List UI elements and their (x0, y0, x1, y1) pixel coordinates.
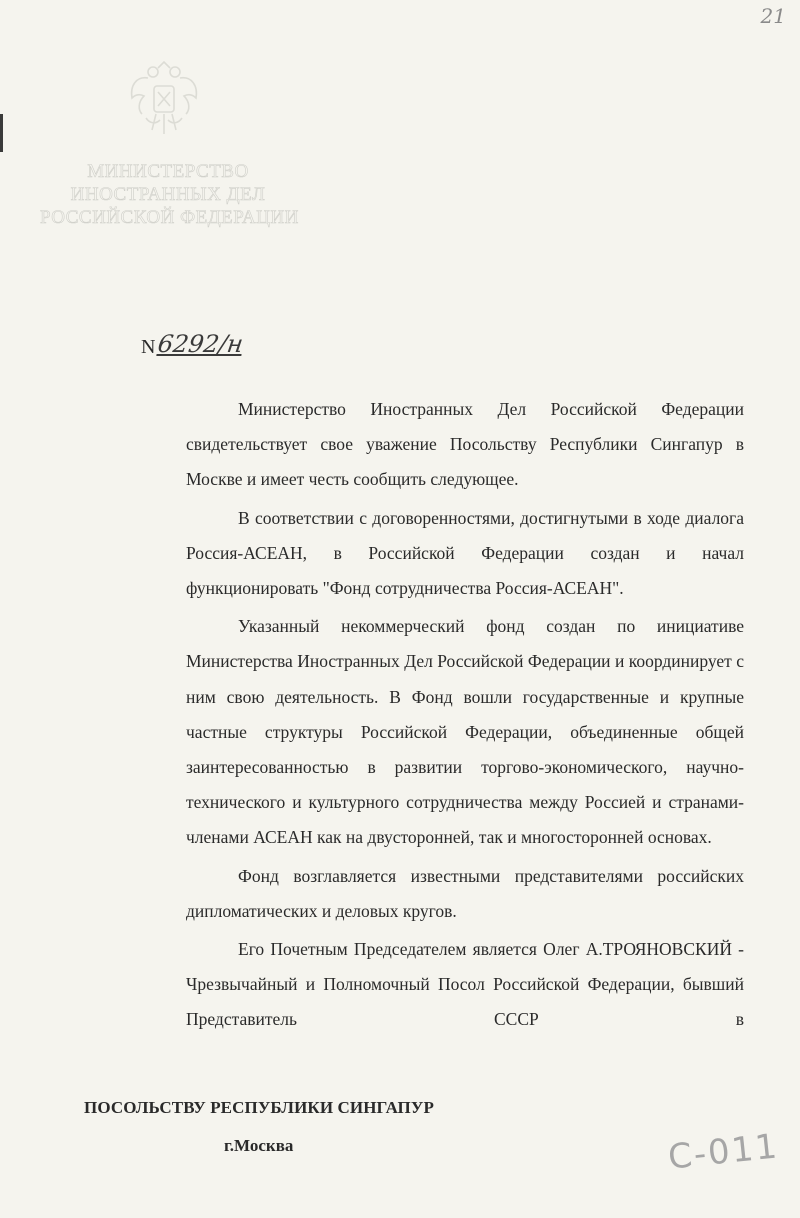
addressee-city: г.Москва (224, 1136, 294, 1155)
body-paragraph: Указанный некоммерческий фонд создан по инициативе Министерства Иностранных Дел Российской Федерации и координирует с ним свою деятельность. В Фонд вошли государственные и крупные частные структуры Российской Федерации, объединенные общей заинтересованностью в развитии торгово-экономического, научно-технического и культурного сотрудничества между Россией и странами-членами АСЕАН как на двусторонней, так и многосторонней основах. (186, 616, 744, 848)
reference-handwritten-number: 6292/н (156, 330, 246, 358)
reference-prefix: N (141, 335, 156, 358)
letterhead-line: РОССИЙСКОЙ ФЕДЕРАЦИИ (40, 207, 299, 228)
letterhead-line: МИНИСТЕРСТВО (87, 161, 249, 182)
addressee-recipient: ПОСОЛЬСТВУ РЕСПУБЛИКИ СИНГАПУР (84, 1098, 434, 1117)
page-number: 21 (760, 4, 786, 28)
body-paragraph: В соответствии с договоренностями, достигнутыми в ходе диалога Россия-АСЕАН, в Российской Федерации создан и начал функционировать "Фонд сотрудничества Россия-АСЕАН". (186, 507, 744, 599)
russian-coat-of-arms-icon (126, 58, 202, 142)
handwritten-file-mark: C-011 (666, 1126, 781, 1178)
letterhead-line: ИНОСТРАННЫХ ДЕЛ (70, 184, 266, 205)
note-body (186, 392, 744, 1038)
scan-edge-mark (0, 114, 3, 152)
body-paragraph: Фонд возглавляется известными представителями российских дипломатических и деловых кругов. (186, 865, 744, 921)
ministry-letterhead (40, 160, 299, 229)
reference-number (141, 330, 246, 359)
body-paragraph: Министерство Иностранных Дел Российской Федерации свидетельствует свое уважение Посольству Республики Сингапур в Москве и имеет честь сообщить следующее. (186, 399, 744, 490)
body-paragraph: Его Почетным Председателем является Олег А.ТРОЯНОВСКИЙ - Чрезвычайный и Полномочный Посол Российской Федерации, бывший Представитель СССР в (186, 939, 744, 1030)
